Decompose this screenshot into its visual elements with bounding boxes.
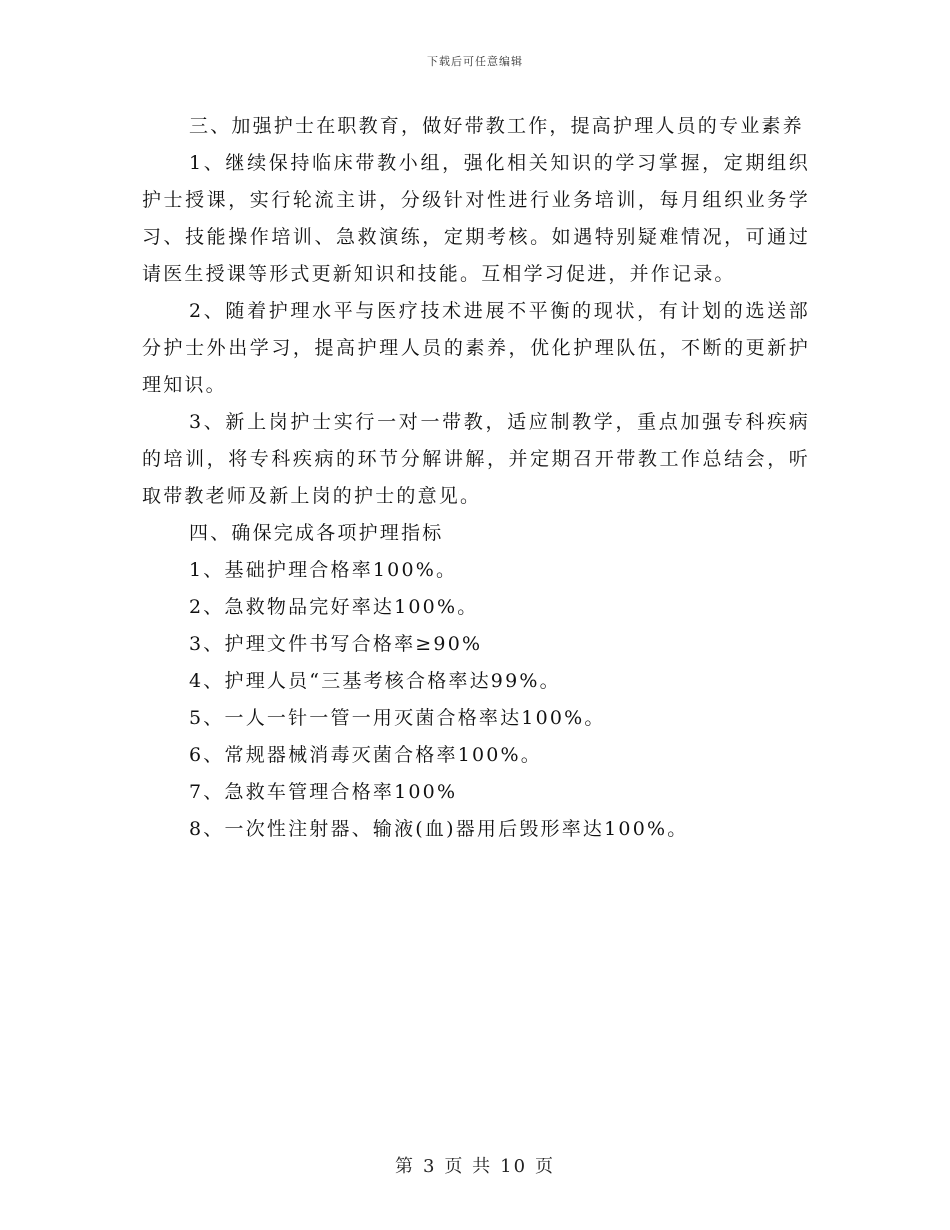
indicator-item: 8、一次性注射器、输液(血)器用后毁形率达100%。	[189, 818, 689, 840]
indicator-item: 5、一人一针一管一用灭菌合格率达100%。	[189, 707, 606, 729]
page-number-footer	[0, 1152, 950, 1178]
section-heading-4: 四、确保完成各项护理指标	[189, 522, 444, 544]
indicator-item: 4、护理人员“三基考核合格率达99%。	[189, 670, 561, 692]
paragraph-1: 1、继续保持临床带教小组，强化相关知识的学习掌握，定期组织护士授课，实行轮流主讲，分级针对性进行业务培训，每月组织业务学习、技能操作培训、急救演练，定期考核。如遇特别疑难情况，可通过请医生授课等形式更新知识和技能。互相学习促进，并作记录。	[142, 152, 810, 285]
paragraph-3: 3、新上岗护士实行一对一带教，适应制教学，重点加强专科疾病的培训，将专科疾病的环节分解讲解，并定期召开带教工作总结会，听取带教老师及新上岗的护士的意见。	[142, 411, 810, 507]
header-note: 下载后可任意编辑	[427, 55, 523, 68]
indicator-item: 2、急救物品完好率达100%。	[189, 596, 479, 618]
page-prefix: 第	[394, 1156, 415, 1177]
indicator-item: 6、常规器械消毒灭菌合格率100%。	[189, 744, 543, 766]
page-mid: 页 共	[444, 1156, 493, 1177]
section-heading-3: 三、加强护士在职教育，做好带教工作，提高护理人员的专业素养	[189, 115, 804, 137]
indicator-item: 7、急救车管理合格率100%	[189, 781, 458, 803]
page-suffix: 页	[535, 1156, 556, 1177]
paragraph-2: 2、随着护理水平与医疗技术进展不平衡的现状，有计划的选送部分护士外出学习，提高护理人员的素养，优化护理队伍，不断的更新护理知识。	[142, 300, 810, 396]
page-current: 3	[422, 1156, 437, 1177]
document-body	[142, 108, 810, 848]
page-total: 10	[500, 1156, 528, 1177]
indicator-item: 3、护理文件书写合格率≥90%	[189, 633, 483, 655]
indicator-item: 1、基础护理合格率100%。	[189, 559, 458, 581]
